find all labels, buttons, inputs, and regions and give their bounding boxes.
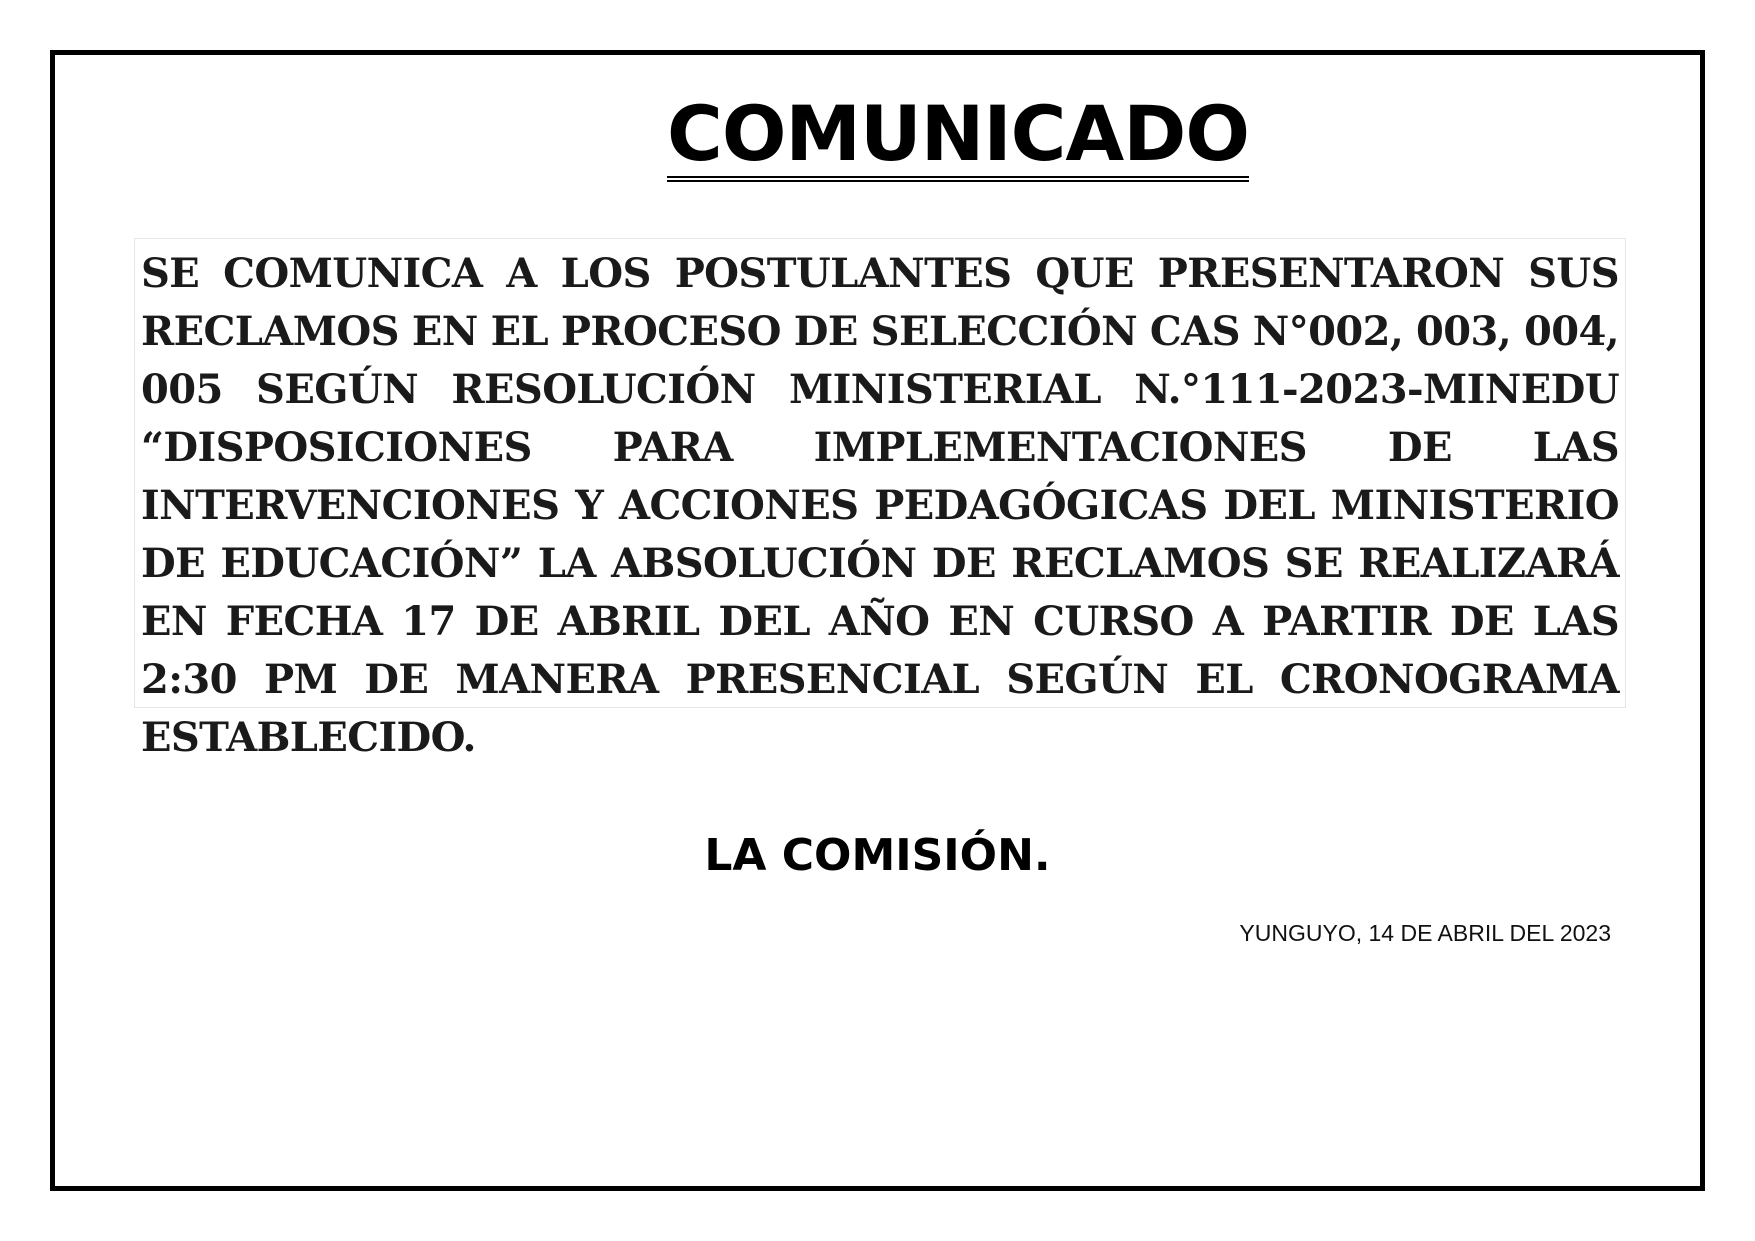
date-line: YUNGUYO, 14 DE ABRIL DEL 2023 <box>1239 920 1611 946</box>
document-title <box>0 89 1755 182</box>
document-title-text: COMUNICADO <box>667 94 1249 182</box>
signature: LA COMISIÓN. <box>704 830 1051 881</box>
announcement-body-text: SE COMUNICA A LOS POSTULANTES QUE PRESENTARON SUS RECLAMOS EN EL PROCESO DE SELECCIÓN CAS N°002, 003, 004, 005 SEGÚN RESOLUCIÓN MINISTERIAL N.°111-2023-MINEDU “DISPOSICIONES PARA IMPLEMENTACIONES DE LAS INTERVENCIONES Y ACCIONES PEDAGÓGICAS DEL MINISTERIO DE EDUCACIÓN” LA ABSOLUCIÓN DE RECLAMOS SE REALIZARÁ EN FECHA 17 DE ABRIL DEL AÑO EN CURSO A PARTIR DE LAS 2:30 PM DE MANERA PRESENCIAL SEGÚN EL CRONOGRAMA ESTABLECIDO. <box>141 250 1619 761</box>
announcement-body-box <box>134 238 1626 761</box>
